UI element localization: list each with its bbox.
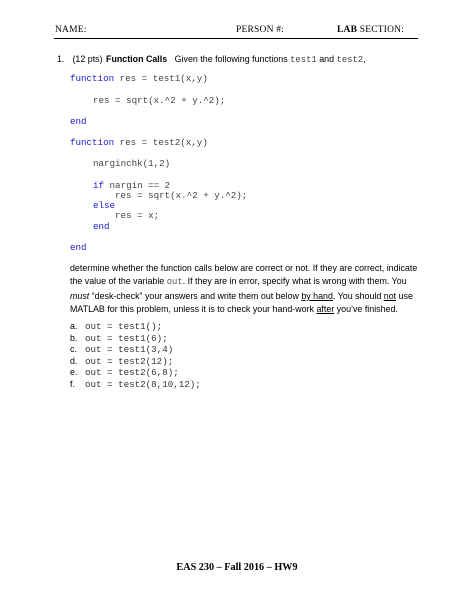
- if-keyword: if: [93, 180, 105, 191]
- list-letter: f.: [70, 378, 75, 389]
- header-rule: [54, 38, 418, 39]
- if-body: res = sqrt(x.^2 + y.^2);: [115, 190, 248, 201]
- name-label: NAME:: [55, 25, 87, 35]
- if-condition: nargin == 2: [104, 180, 171, 191]
- list-letter: c.: [70, 344, 77, 355]
- function-name-test1: test1: [290, 55, 317, 65]
- comma-text: ,: [363, 54, 366, 64]
- narginchk-line: narginchk(1,2): [93, 158, 171, 169]
- list-letter: a.: [70, 321, 78, 331]
- test1-body: res = sqrt(x.^2 + y.^2);: [93, 95, 226, 106]
- function-name-test2: test2: [336, 55, 364, 65]
- test1-signature-line: [70, 73, 208, 84]
- call-code: out = test1(3,4): [85, 344, 174, 356]
- instructions-text-3: “desk-check” your answers and write them out below: [89, 290, 302, 301]
- page-footer: EAS 230 – Fall 2016 – HW9: [176, 562, 298, 573]
- list-letter: b.: [70, 332, 78, 343]
- call-code: out = test2(12);: [85, 355, 174, 367]
- section-label: SECTION:: [359, 25, 405, 35]
- by-hand-underline: by hand: [301, 290, 333, 301]
- instructions-text-2: . If they are in error, specify what is wrong with them. You: [182, 276, 407, 287]
- lab-label: LAB: [337, 25, 358, 35]
- function-keyword: function: [70, 137, 115, 148]
- problem-statement: [57, 54, 366, 65]
- problem-title: Function Calls: [106, 54, 168, 64]
- test2-signature: res = test2(x,y): [114, 137, 208, 148]
- instructions-paragraph: [70, 262, 420, 317]
- test2-signature-line: [70, 137, 208, 148]
- instructions-text-5: use MATLAB for this problem, unless it is to check your hand-work: [70, 290, 413, 315]
- function-keyword: function: [70, 73, 115, 84]
- test1-signature: res = test1(x,y): [114, 73, 208, 84]
- else-body: res = x;: [115, 210, 160, 221]
- lab-section-label: [337, 25, 404, 35]
- must-emphasis: must: [70, 290, 90, 301]
- after-underline: after: [316, 304, 335, 315]
- else-keyword: else: [93, 200, 116, 211]
- problem-points: (12 pts): [72, 54, 103, 64]
- person-number-label: PERSON #:: [236, 25, 284, 35]
- call-code: out = test2(8,10,12);: [85, 378, 201, 390]
- list-letter: d.: [70, 355, 78, 366]
- problem-intro: Given the following functions: [174, 54, 288, 64]
- variable-out: out: [166, 277, 183, 288]
- instructions-text-1: determine whether the function calls below are correct or not. If they are correct, indicate the value of the variable: [70, 263, 418, 287]
- test2-end: end: [70, 242, 87, 253]
- call-code: out = test2(6,8);: [85, 367, 179, 379]
- call-code: out = test1(6);: [85, 332, 168, 344]
- and-text: and: [319, 54, 335, 64]
- list-letter: e.: [70, 367, 78, 378]
- not-underline: not: [383, 290, 397, 301]
- instructions-text-4: . You should: [332, 290, 384, 301]
- inner-end: end: [93, 221, 110, 232]
- test1-end: end: [70, 116, 87, 127]
- problem-number: 1.: [57, 54, 65, 64]
- call-code: out = test1();: [85, 321, 163, 332]
- instructions-text-6: you’ve finished.: [334, 304, 398, 315]
